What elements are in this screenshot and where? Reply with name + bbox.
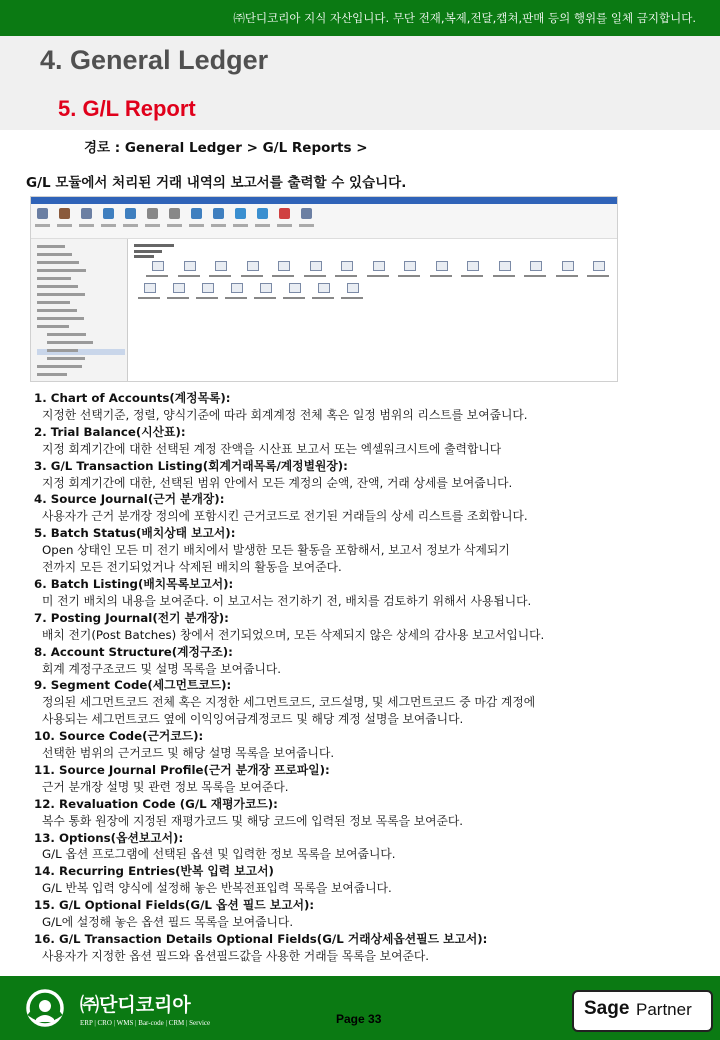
menu-path: 경로 : General Ledger > G/L Reports > <box>84 140 368 156</box>
report-launch-icon <box>530 261 542 271</box>
tree-node <box>37 301 70 304</box>
report-launch-icon <box>593 261 605 271</box>
report-launch-icon <box>499 261 511 271</box>
report-description: 전까지 모든 전기되었거나 삭제된 배치의 활동을 보여준다. <box>42 560 342 575</box>
screenshot-ribbon <box>31 204 617 239</box>
ribbon-button-label <box>167 224 182 227</box>
report-description: 정의된 세그먼트코드 전체 혹은 지정한 세그먼트코드, 코드설명, 및 세그먼트코드 중 마감 계정에 <box>42 695 536 710</box>
screen-header-text <box>134 244 174 247</box>
report-launch-icon <box>404 261 416 271</box>
report-item <box>34 796 694 830</box>
ribbon-button-icon <box>37 208 48 219</box>
screen-header-text <box>134 250 162 253</box>
ribbon-button-label <box>145 224 160 227</box>
ribbon-button-label <box>189 224 204 227</box>
sage300-screenshot <box>30 196 618 382</box>
report-item <box>34 897 694 931</box>
tree-node <box>47 357 85 360</box>
report-launch-icon <box>215 261 227 271</box>
tree-node <box>37 261 79 264</box>
report-launch-label <box>178 275 200 277</box>
ribbon-button-icon <box>147 208 158 219</box>
report-description: 근거 분개장 설명 및 관련 정보 목록을 보여준다. <box>42 779 289 794</box>
footer-brand-name: ㈜단디코리아 <box>80 994 191 1016</box>
report-item <box>34 728 694 762</box>
ribbon-button-label <box>101 224 116 227</box>
report-launch-label <box>146 275 168 277</box>
report-description: 복수 통화 원장에 지정된 재평가코드 및 해당 코드에 입력된 정보 목록을 보여준다. <box>42 813 464 828</box>
report-launch-icon <box>289 283 301 293</box>
tree-node <box>37 245 65 248</box>
report-launch-label <box>367 275 389 277</box>
report-description: G/L에 설정해 놓은 옵션 필드 목록을 보여줍니다. <box>42 915 294 930</box>
report-description: 지정 회계기간에 대한, 선택된 범위 안에서 모든 계정의 순액, 잔액, 거래 상세를 보여줍니다. <box>42 475 513 490</box>
ribbon-button-label <box>211 224 226 227</box>
ribbon-button-label <box>299 224 314 227</box>
report-launch-label <box>209 275 231 277</box>
report-title: 15. G/L Optional Fields(G/L 옵션 필드 보고서): <box>34 898 315 913</box>
tree-node <box>37 365 82 368</box>
ribbon-button-icon <box>235 208 246 219</box>
report-launch-label <box>524 275 546 277</box>
report-description: 지정 회계기간에 대한 선택된 계정 잔액을 시산표 보고서 또는 엑셀워크시트에 출력합니다 <box>42 441 502 456</box>
report-launch-label <box>138 297 160 299</box>
report-launch-label <box>304 275 326 277</box>
ribbon-button-icon <box>169 208 180 219</box>
report-item <box>34 458 694 492</box>
tree-node <box>37 285 78 288</box>
report-launch-icon <box>202 283 214 293</box>
report-description: 회계 계정구조코드 및 설명 목록을 보여줍니다. <box>42 661 282 676</box>
ribbon-button-label <box>35 224 50 227</box>
report-launch-icon <box>347 283 359 293</box>
tree-node <box>37 309 77 312</box>
report-item <box>34 610 694 644</box>
report-title: 1. Chart of Accounts(계정목록): <box>34 391 231 405</box>
report-item <box>34 390 694 424</box>
screenshot-report-icons <box>128 239 617 381</box>
tree-node <box>37 317 84 320</box>
report-launch-icon <box>373 261 385 271</box>
report-item <box>34 424 694 458</box>
top-banner <box>0 0 720 36</box>
report-launch-label <box>556 275 578 277</box>
report-launch-icon <box>247 261 259 271</box>
intro-text: G/L 모듈에서 처리된 거래 내역의 보고서를 출력할 수 있습니다. <box>26 175 407 191</box>
sage-logo-text: Sage <box>584 998 630 1019</box>
report-item <box>34 762 694 796</box>
ribbon-button-label <box>123 224 138 227</box>
page-number: Page 33 <box>336 1012 382 1026</box>
report-description: 배치 전기(Post Batches) 창에서 전기되었으며, 모든 삭제되지 않은 상세의 감사용 보고서입니다. <box>42 627 545 642</box>
report-launch-label <box>241 275 263 277</box>
ribbon-button-label <box>79 224 94 227</box>
report-title: 5. Batch Status(배치상태 보고서): <box>34 526 236 541</box>
report-title: 16. G/L Transaction Details Optional Fields(G/L 거래상세옵션필드 보고서): <box>34 932 488 946</box>
report-title: 9. Segment Code(세그먼트코드): <box>34 678 232 693</box>
report-title: 3. G/L Transaction Listing(회계거래목록/계정별원장): <box>34 458 348 473</box>
tree-node <box>47 349 78 352</box>
report-item <box>34 491 694 525</box>
partner-label: Partner <box>636 1000 692 1019</box>
report-launch-icon <box>231 283 243 293</box>
report-launch-icon <box>318 283 330 293</box>
report-launch-icon <box>562 261 574 271</box>
report-launch-label <box>283 297 305 299</box>
report-description: 사용되는 세그먼트코드 옆에 이익잉여금계정코드 및 해당 계정 설명을 보여줍니다. <box>42 712 464 727</box>
report-title: 11. Source Journal Profile(근거 분개장 프로파일): <box>34 762 330 777</box>
report-title: 4. Source Journal(근거 분개장): <box>34 492 225 507</box>
report-launch-icon <box>173 283 185 293</box>
ribbon-button-icon <box>301 208 312 219</box>
report-title: 14. Recurring Entries(반복 입력 보고서) <box>34 864 274 879</box>
report-item <box>34 644 694 678</box>
tree-node <box>37 277 71 280</box>
report-title: 8. Account Structure(계정구조): <box>34 644 233 659</box>
report-launch-label <box>587 275 609 277</box>
report-launch-icon <box>467 261 479 271</box>
report-launch-icon <box>310 261 322 271</box>
report-list <box>34 390 694 965</box>
ribbon-button-icon <box>103 208 114 219</box>
tree-node <box>37 325 69 328</box>
ribbon-button-icon <box>213 208 224 219</box>
subsection-title: 5. G/L Report <box>58 96 196 121</box>
ribbon-button-label <box>233 224 248 227</box>
tree-node <box>37 373 67 376</box>
report-description: G/L 반복 입력 양식에 설정해 놓은 반복전표입력 목록을 보여줍니다. <box>42 881 392 896</box>
tree-node <box>37 253 72 256</box>
report-description: 사용자가 지정한 옵션 필드와 옵션필드값을 사용한 거래들 목록을 보여준다. <box>42 948 430 963</box>
report-launch-icon <box>341 261 353 271</box>
report-launch-icon <box>184 261 196 271</box>
report-launch-icon <box>436 261 448 271</box>
ribbon-button-label <box>57 224 72 227</box>
tree-node <box>37 269 86 272</box>
report-launch-label <box>341 297 363 299</box>
screenshot-navigation-tree <box>31 239 128 381</box>
ribbon-button-label <box>255 224 270 227</box>
report-item <box>34 931 694 965</box>
ribbon-button-label <box>277 224 292 227</box>
tree-node <box>37 293 85 296</box>
dandi-logo-icon <box>20 986 70 1030</box>
report-description: Open 상태인 모든 미 전기 배치에서 발생한 모든 활동을 포함해서, 보고서 정보가 삭제되기 <box>42 543 510 558</box>
report-title: 6. Batch Listing(배치목록보고서): <box>34 576 234 591</box>
footer-tagline: ERP | CRO | WMS | Bar-code | CRM | Service <box>80 1019 211 1027</box>
report-launch-label <box>312 297 334 299</box>
ribbon-button-icon <box>257 208 268 219</box>
report-launch-label <box>167 297 189 299</box>
ribbon-button-icon <box>279 208 290 219</box>
report-item <box>34 830 694 864</box>
report-item <box>34 863 694 897</box>
ribbon-button-icon <box>81 208 92 219</box>
report-launch-label <box>335 275 357 277</box>
report-launch-icon <box>152 261 164 271</box>
report-description: 사용자가 근거 분개장 정의에 포함시킨 근거코드로 전기된 거래들의 상세 리스트를 조회합니다. <box>42 509 528 524</box>
tree-node <box>47 333 86 336</box>
report-launch-label <box>272 275 294 277</box>
report-description: 지정한 선택기준, 정렬, 양식기준에 따라 회계계정 전체 혹은 일정 범위의 리스트를 보여줍니다. <box>42 407 528 422</box>
report-launch-label <box>196 297 218 299</box>
report-description: 선택한 범위의 근거코드 및 해당 설명 목록을 보여줍니다. <box>42 746 335 761</box>
report-title: 12. Revaluation Code (G/L 재평가코드): <box>34 796 278 811</box>
report-launch-label <box>398 275 420 277</box>
screenshot-titlebar <box>31 197 617 204</box>
report-item <box>34 525 694 576</box>
report-launch-icon <box>260 283 272 293</box>
report-title: 7. Posting Journal(전기 분개장): <box>34 610 229 625</box>
tree-node <box>47 341 93 344</box>
report-item <box>34 576 694 610</box>
report-launch-icon <box>278 261 290 271</box>
report-launch-label <box>254 297 276 299</box>
report-title: 10. Source Code(근거코드): <box>34 729 204 744</box>
screen-header-text <box>134 255 154 258</box>
report-description: 미 전기 배치의 내용을 보여준다. 이 보고서는 전기하기 전, 배치를 검토하기 위해서 사용됩니다. <box>42 593 532 608</box>
report-launch-icon <box>144 283 156 293</box>
report-launch-label <box>430 275 452 277</box>
report-launch-label <box>461 275 483 277</box>
report-launch-label <box>493 275 515 277</box>
ribbon-button-icon <box>59 208 70 219</box>
report-title: 13. Options(옵션보고서): <box>34 830 184 845</box>
copyright-notice: ㈜단디코리아 지식 자산입니다. 무단 전재,복제,전달,캡쳐,판매 등의 행위를 일체 금지합니다. <box>233 11 696 25</box>
report-title: 2. Trial Balance(시산표): <box>34 424 186 439</box>
sage-partner-badge <box>572 990 713 1032</box>
ribbon-button-icon <box>125 208 136 219</box>
report-description: G/L 옵션 프로그램에 선택된 옵션 및 입력한 정보 목록을 보여줍니다. <box>42 847 396 862</box>
report-item <box>34 677 694 728</box>
report-launch-label <box>225 297 247 299</box>
ribbon-button-icon <box>191 208 202 219</box>
section-title: 4. General Ledger <box>40 45 269 75</box>
